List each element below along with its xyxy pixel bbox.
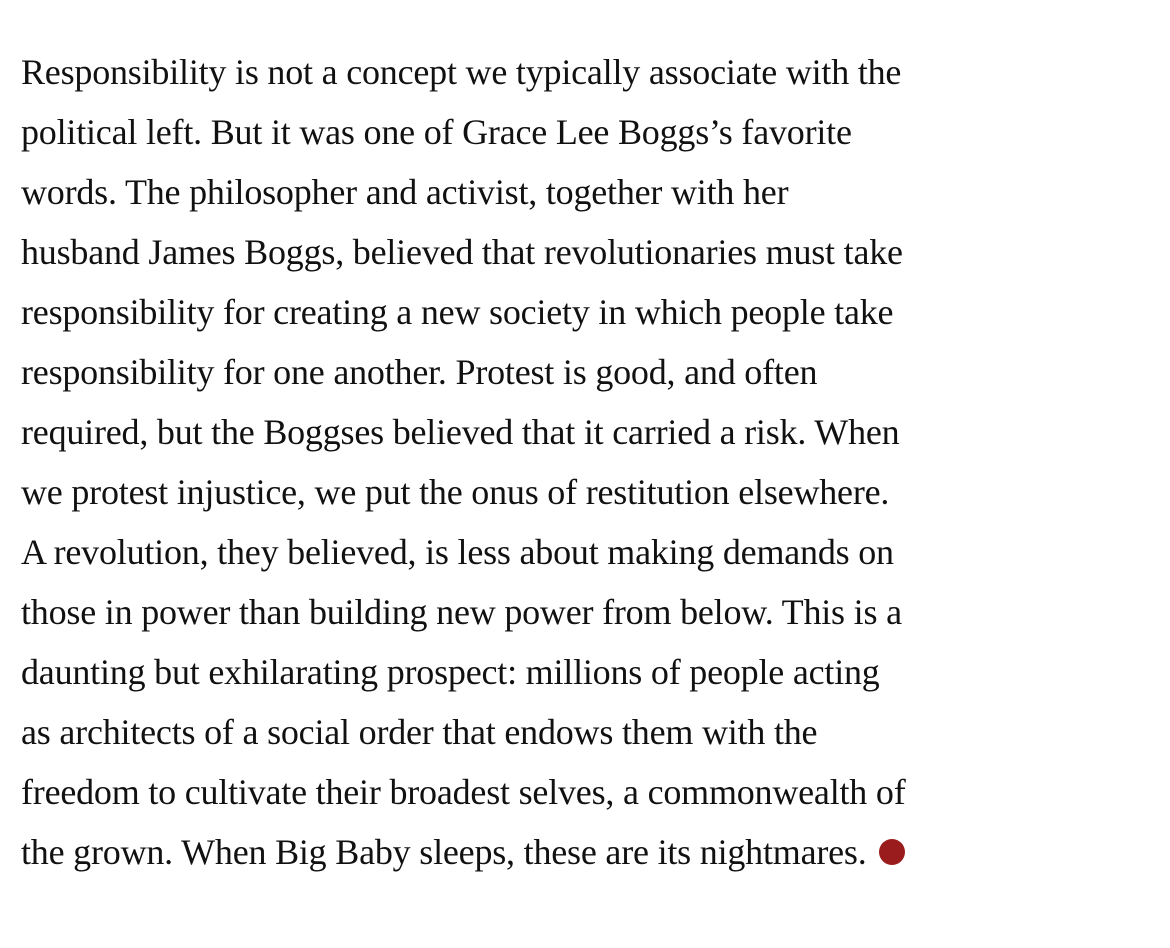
paragraph-line: those in power than building new power from below. This is a: [21, 592, 902, 632]
paragraph-line: required, but the Boggses believed that it carried a risk. When: [21, 412, 900, 452]
paragraph-line-last: [21, 822, 1151, 882]
paragraph-line: freedom to cultivate their broadest selves, a commonwealth of: [21, 772, 906, 812]
paragraph-line: daunting but exhilarating prospect: millions of people acting: [21, 652, 880, 692]
paragraph-line: husband James Boggs, believed that revolutionaries must take: [21, 232, 903, 272]
paragraph-line: responsibility for creating a new society in which people take: [21, 292, 894, 332]
paragraph-line: responsibility for one another. Protest is good, and often: [21, 352, 818, 392]
paragraph-line: words. The philosopher and activist, together with her: [21, 172, 789, 212]
paragraph-line: we protest injustice, we put the onus of restitution elsewhere.: [21, 472, 890, 512]
paragraph-line: political left. But it was one of Grace Lee Boggs’s favorite: [21, 112, 852, 152]
paragraph-line: Responsibility is not a concept we typically associate with the: [21, 52, 902, 92]
paragraph-line: A revolution, they believed, is less about making demands on: [21, 532, 894, 572]
paragraph-line: as architects of a social order that endows them with the: [21, 712, 818, 752]
last-line-text: the grown. When Big Baby sleeps, these are its nightmares.: [21, 832, 867, 872]
end-of-article-dot-icon: [879, 839, 905, 865]
article-paragraph: [21, 42, 1151, 882]
